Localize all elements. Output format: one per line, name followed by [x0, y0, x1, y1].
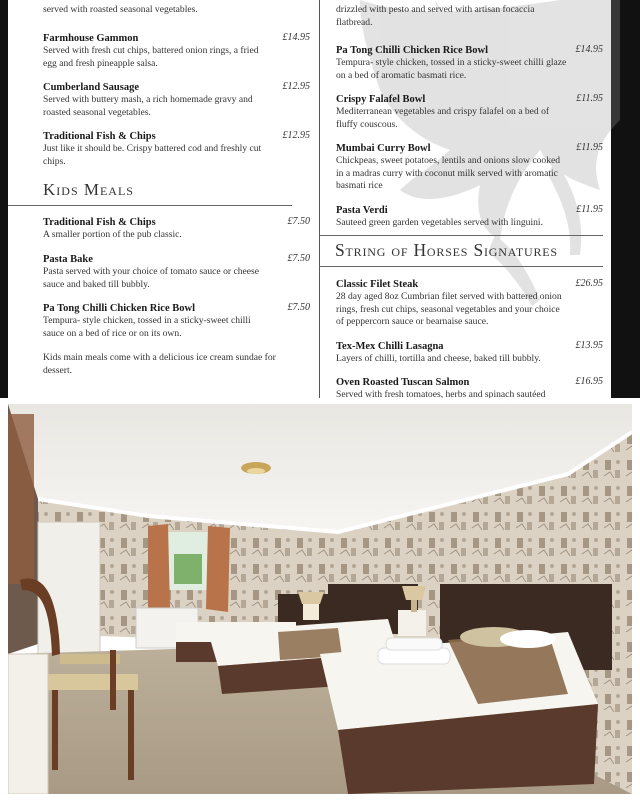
item-price: £7.50 [287, 302, 310, 313]
menu-page [0, 0, 640, 398]
section-rule [319, 235, 603, 236]
item-description: Served with fresh tomatoes, herbs and spinach sautéed [336, 389, 546, 398]
kids-meals-note: Kids main meals come with a delicious ice cream sundae for dessert. [43, 352, 276, 376]
item-price: £12.95 [282, 130, 310, 141]
item-name: Tex-Mex Chilli Lasagna [336, 341, 444, 352]
menu-item [329, 204, 603, 230]
item-description: 28 day aged 8oz Cumbrian filet served with battered onion rings, fresh cut chips, seasonal vegetables and your choice of peppercorn sauce or bearnaise sauce. [336, 291, 562, 327]
item-price: £14.95 [575, 44, 603, 55]
item-description: Mediterranean vegetables and crispy falafel on a bed of fluffy couscous. [336, 106, 550, 130]
item-description: Tempura- style chicken, tossed in a sticky-sweet chilli sauce on a bed of rice or on its own. [43, 315, 251, 339]
signatures-heading: String of Horses Signatures [335, 240, 558, 260]
item-name: Cumberland Sausage [43, 82, 139, 93]
item-price: £14.95 [282, 32, 310, 43]
right-top-fragment: drizzled with pesto and served with artisan focaccia flatbread. [336, 4, 535, 28]
menu-item [36, 302, 310, 340]
menu-item [329, 142, 603, 193]
item-price: £11.95 [576, 204, 603, 215]
item-description: Tempura- style chicken, tossed in a sticky-sweet chilli glaze on a bed of aromatic basmati rice. [336, 57, 567, 81]
kids-meals-heading: Kids Meals [43, 180, 134, 199]
item-price: £11.95 [576, 142, 603, 153]
hotel-bedroom-photo [8, 404, 632, 794]
bedroom-scene-icon [8, 404, 632, 794]
item-name: Pasta Bake [43, 254, 93, 265]
item-name: Classic Filet Steak [336, 279, 419, 290]
item-price: £11.95 [576, 93, 603, 104]
item-price: £26.95 [575, 278, 603, 289]
menu-item [36, 81, 310, 119]
item-description: Pasta served with your choice of tomato sauce or cheese sauce and baked till bubbly. [43, 266, 260, 290]
item-description: Sauteed green garden vegetables served with linguini. [336, 217, 543, 228]
item-price: £13.95 [575, 340, 603, 351]
section-rule [319, 266, 603, 267]
menu-right-border [611, 0, 640, 398]
menu-item [36, 216, 310, 242]
item-description: Layers of chilli, tortilla and cheese, baked till bubbly. [336, 353, 541, 364]
item-description: Chickpeas, sweet potatoes, lentils and onions slow cooked in a madras curry with coconut milk served with aromatic basmati rice [336, 155, 561, 191]
menu-left-border [0, 0, 8, 398]
item-description: A smaller portion of the pub classic. [43, 229, 182, 240]
menu-item [329, 93, 603, 131]
item-description: Served with fresh cut chips, battered onion rings, a fried egg and fresh pineapple salsa. [43, 45, 259, 69]
menu-item [36, 253, 310, 291]
item-name: Mumbai Curry Bowl [336, 143, 431, 154]
menu-item [329, 44, 603, 82]
item-name: Oven Roasted Tuscan Salmon [336, 377, 470, 388]
section-rule [8, 205, 292, 206]
menu-item [329, 340, 603, 366]
item-price: £7.50 [287, 253, 310, 264]
menu-item [36, 130, 310, 168]
item-description: Served with buttery mash, a rich homemade gravy and roasted seasonal vegetables. [43, 94, 253, 118]
item-price: £16.95 [575, 376, 603, 387]
menu-item [36, 32, 310, 70]
item-name: Pa Tong Chilli Chicken Rice Bowl [43, 303, 195, 314]
column-divider [319, 0, 320, 398]
item-name: Farmhouse Gammon [43, 33, 139, 44]
item-price: £12.95 [282, 81, 310, 92]
item-name: Pasta Verdi [336, 205, 388, 216]
item-name: Traditional Fish & Chips [43, 217, 156, 228]
menu-item [329, 278, 603, 329]
menu-item [329, 376, 603, 398]
item-name: Crispy Falafel Bowl [336, 94, 426, 105]
item-name: Pa Tong Chilli Chicken Rice Bowl [336, 45, 488, 56]
item-name: Traditional Fish & Chips [43, 131, 156, 142]
item-description: Just like it should be. Crispy battered cod and freshly cut chips. [43, 143, 262, 167]
left-top-fragment: served with roasted seasonal vegetables. [43, 4, 198, 15]
item-price: £7.50 [287, 216, 310, 227]
